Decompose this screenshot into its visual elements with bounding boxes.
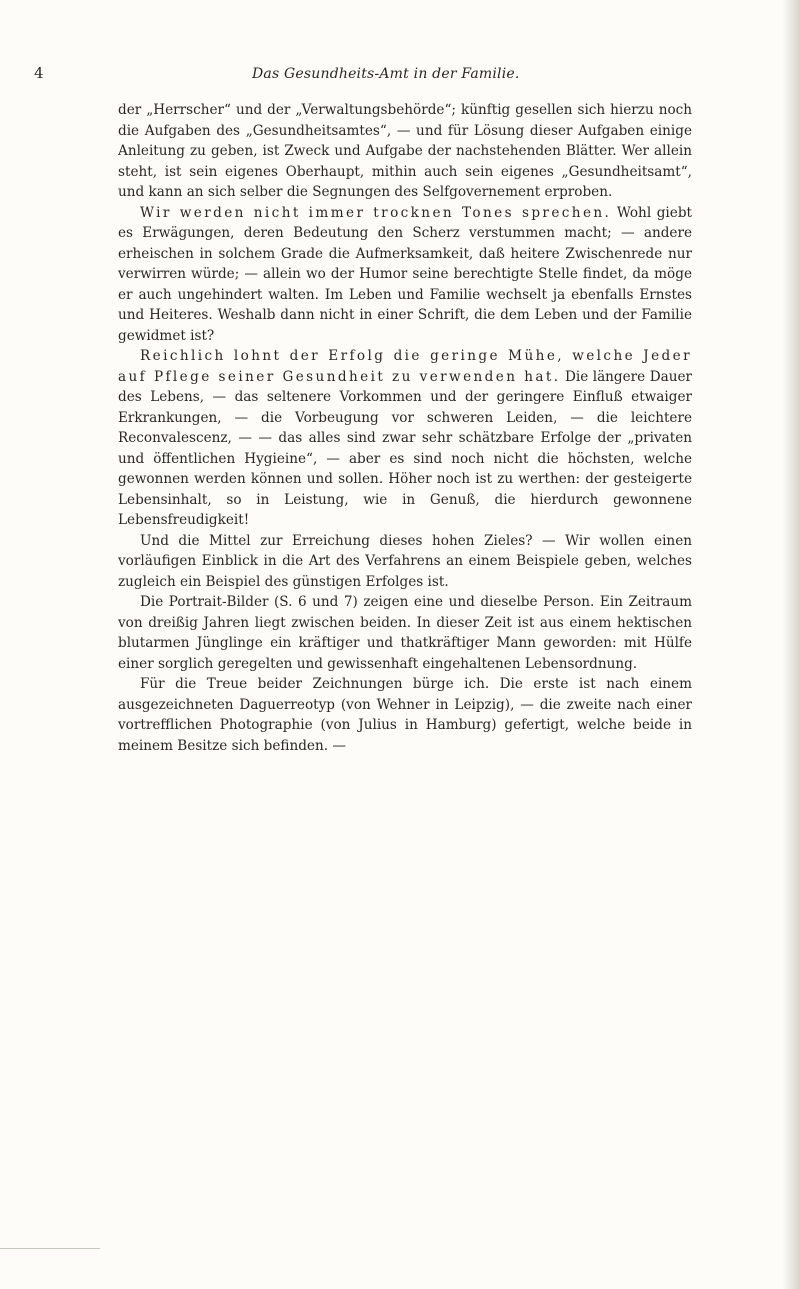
paragraph-2-emphasis: Wir werden nicht immer trocknen Tones sprechen.: [140, 204, 612, 221]
paragraph-4: [118, 531, 692, 593]
paragraph-6-text: Für die Treue beider Zeichnungen bürge ich. Die erste ist nach einem ausgezeichneten Daguerreotyp (von Wehner in Leipzig), — die zweite nach einer vortrefflichen Photographie (von Julius in Hamburg) gefertigt, welche beide in meinem Besitze sich befinden. —: [118, 676, 692, 754]
paragraph-1: [118, 100, 692, 203]
running-head: [34, 64, 774, 88]
paragraph-2-text: Wohl giebt es Erwägungen, deren Bedeutung den Scherz verstummen macht; — andere erheischen in solchem Grade die Aufmerksamkeit, daß heitere Zwischenrede nur verwirren würde; — allein wo der Humor seine berechtigte Stelle findet, da möge er auch ungehindert walten. Im Leben und Familie wechselt ja ebenfalls Ernstes und Heiteres. Weshalb dann nicht in einer Schrift, die dem Leben und der Familie gewidmet ist?: [118, 204, 692, 344]
paragraph-4-text: Und die Mittel zur Erreichung dieses hohen Zieles? — Wir wollen einen vorläufigen Einblick in die Art des Verfahrens an einem Beispiele geben, welches zugleich ein Beispiel des günstigen Erfolges ist.: [118, 532, 692, 590]
paragraph-3-text: Die längere Dauer des Lebens, — das seltenere Vorkommen und der geringere Einfluß etwaiger Erkrankungen, — die Vorbeugung vor schweren Leiden, — die leichtere Reconvalescenz, — — das alles sind zwar sehr schätzbare Erfolge der „privaten und öffentlichen Hygieine“, — aber es sind noch nicht die höchsten, welche gewonnen werden können und sollen. Höher noch ist zu werthen: der gesteigerte Lebensinhalt, so in Leistung, wie in Genuß, die hierdurch gewonnene Lebensfreudigkeit!: [118, 368, 692, 528]
paragraph-1-text: der „Herrscher“ und der „Verwaltungsbehörde“; künftig gesellen sich hierzu noch die Aufgaben des „Gesundheitsamtes“, — und für Lösung dieser Aufgaben einige Anleitung zu geben, ist Zweck und Aufgabe der nachstehenden Blätter. Wer allein steht, ist sein eigenes Oberhaupt, mithin auch sein eigenes „Gesundheitsamt“, und kann an sich selber die Segnungen des Selfgovernement erproben.: [118, 102, 692, 200]
paragraph-2: [118, 203, 692, 347]
body-text: [118, 100, 692, 756]
page-number: 4: [34, 64, 44, 82]
paragraph-3: [118, 346, 692, 531]
page-gutter-shadow: [782, 0, 800, 1289]
paragraph-3-emphasis: Reichlich lohnt der Erfolg die geringe Mühe, welche Jeder auf Pflege seiner Gesundheit zu verwenden hat.: [118, 348, 692, 385]
paragraph-5: [118, 592, 692, 674]
paragraph-5-text: Die Portrait-Bilder (S. 6 und 7) zeigen eine und dieselbe Person. Ein Zeitraum von dreißig Jahren liegt zwischen beiden. In dieser Zeit ist aus einem hektischen blutarmen Jünglinge ein kräftiger und thatkräftiger Mann geworden: mit Hülfe einer sorglich geregelten und gewissenhaft eingehaltenen Lebensordnung.: [118, 594, 692, 672]
bottom-rule: [0, 1248, 100, 1249]
running-head-title: Das Gesundheits-Amt in der Familie.: [252, 66, 520, 82]
paragraph-6: [118, 674, 692, 756]
